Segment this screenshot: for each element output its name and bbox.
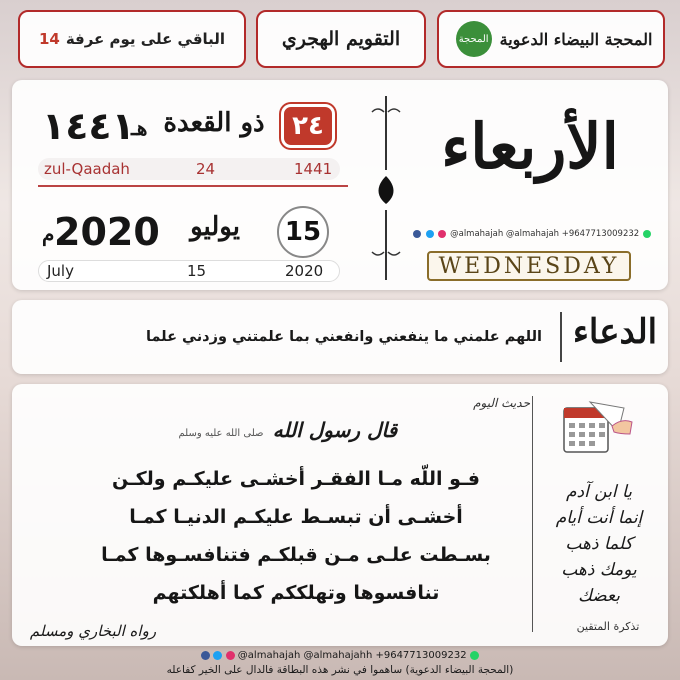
brand-name: المحجة البيضاء الدعوية xyxy=(499,29,653,49)
hijri-year-arabic: ١٤٤١ xyxy=(42,104,135,148)
hijri-year-number: 1441 xyxy=(294,160,333,178)
twitter-icon xyxy=(426,230,434,238)
arafah-countdown-value: 14 xyxy=(38,30,60,48)
twitter-icon xyxy=(213,651,222,660)
hijri-day-badge: ٢٤ xyxy=(281,104,335,148)
calendar-title-box xyxy=(256,10,426,68)
hadith-of-the-day-tag: حديث اليوم xyxy=(473,396,530,410)
gregorian-era-suffix: م xyxy=(42,222,55,246)
instagram-icon xyxy=(226,651,235,660)
dua-text: اللهم علمني ما ينفعني وانفعني بما علمتني وزدني علما xyxy=(146,329,542,345)
hadith-narrator: رواه البخاري ومسلم xyxy=(29,622,157,640)
social-handles-text: @almahajah @almahajah +9647713009232 xyxy=(450,229,640,239)
reminder-line: يا ابن آدم xyxy=(566,482,632,502)
hadith-line: فـو اللّه مـا الفقـر أخشـى عليكـم ولكـن xyxy=(112,468,480,490)
date-separator-line xyxy=(38,185,348,187)
hijri-month-english: zul-Qaadah xyxy=(44,160,130,178)
gregorian-year-number: 2020 xyxy=(285,262,324,280)
facebook-icon xyxy=(201,651,210,660)
gregorian-year: 2020 xyxy=(54,210,160,254)
reminder-line: بعضك xyxy=(577,586,620,606)
reminder-line: إنما أنت أيام xyxy=(555,508,643,528)
prophet-said-heading: قال رسول الله xyxy=(272,418,398,442)
hijri-month-arabic: ذو القعدة xyxy=(163,108,265,138)
hadith-line: أخشـى أن تبسـط عليكـم الدنيـا كمـا xyxy=(129,506,463,528)
dua-title: الدعاء xyxy=(572,312,658,352)
hadith-line: تنافسوها وتهلككم كما أهلكتهم xyxy=(152,582,440,604)
gregorian-day-badge: 15 xyxy=(277,206,329,258)
gregorian-month-english: July xyxy=(47,262,74,280)
hijri-day-number: 24 xyxy=(196,160,216,178)
calendar-illustration-icon xyxy=(560,398,636,468)
hadith-line: بسـطت علـى مـن قبلكـم فتنافسـوها كمـا xyxy=(101,544,491,566)
dua-divider xyxy=(560,312,562,362)
reminder-line: كلما ذهب xyxy=(565,534,633,554)
footer-social-handles xyxy=(0,650,680,661)
facebook-icon xyxy=(413,230,421,238)
gregorian-month-arabic: يوليو xyxy=(190,212,240,242)
reminder-caption: تذكرة المتقين xyxy=(576,620,640,633)
instagram-icon xyxy=(438,230,446,238)
gregorian-transliteration-bar xyxy=(38,260,340,282)
day-name-arabic: الأربعاء xyxy=(441,110,619,183)
arafah-countdown-label: الباقي على يوم عرفة xyxy=(65,30,226,48)
brand-logo-icon: المحجة xyxy=(456,21,492,57)
gregorian-day-number: 15 xyxy=(187,262,207,280)
hijri-era-suffix: هـ xyxy=(131,116,148,140)
reminder-line: يومك ذهب xyxy=(561,560,637,580)
hijri-transliteration-bar xyxy=(38,158,340,180)
brand-header-box xyxy=(437,10,665,68)
ornament-divider-icon xyxy=(366,92,406,284)
social-handles-line xyxy=(412,229,647,239)
footer-social-text: @almahajah @almahajahh +9647713009232 xyxy=(237,650,467,661)
arafah-countdown-box xyxy=(18,10,246,68)
whatsapp-icon xyxy=(470,651,479,660)
calendar-title: التقويم الهجري xyxy=(281,28,401,50)
day-name-english: WEDNESDAY xyxy=(427,251,631,281)
hadith-divider xyxy=(532,396,533,632)
whatsapp-icon xyxy=(643,230,651,238)
honorific-text: صلى الله عليه وسلم xyxy=(178,428,264,439)
footer-note: (المحجة البيضاء الدعوية) ساهموا في نشر هذه البطاقة فالدال على الخير كفاعله xyxy=(166,664,514,676)
